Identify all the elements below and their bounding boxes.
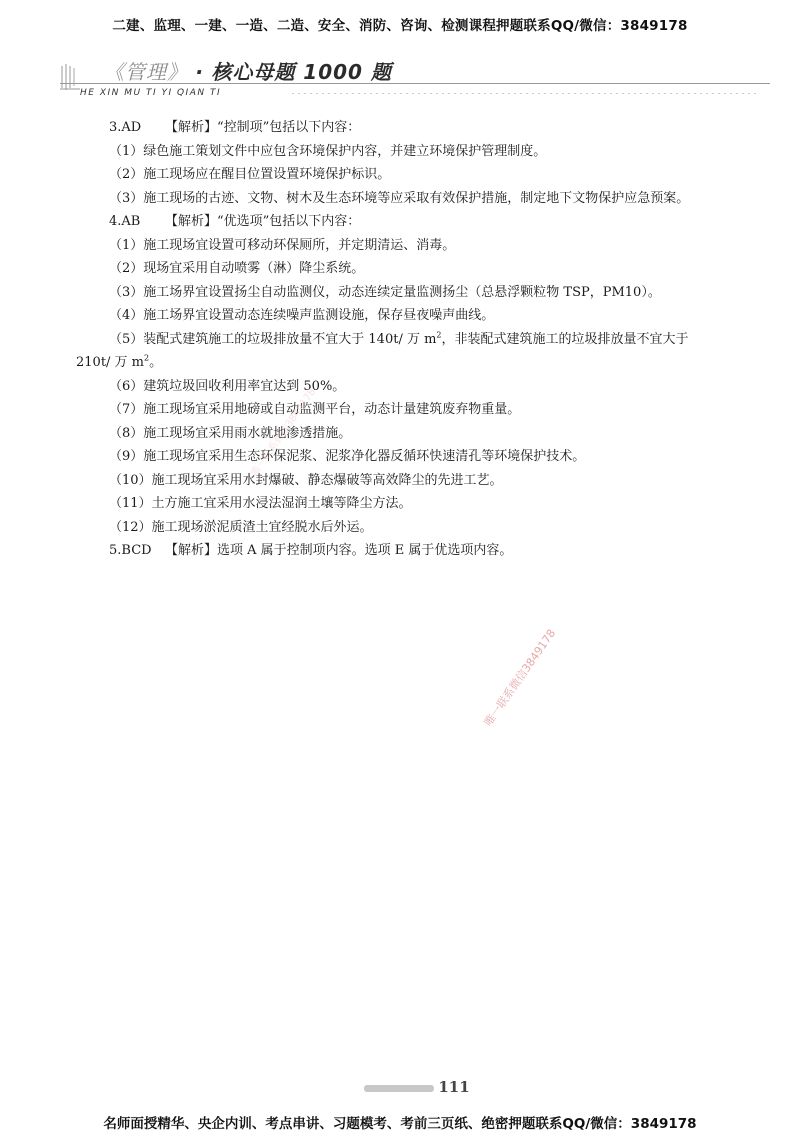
list-item: （11）土方施工宜采用水浸法湿润土壤等降尘方法。 — [109, 496, 412, 511]
book-title-main: 核心母题 1000 题 — [211, 60, 392, 84]
list-item: （8）施工现场宜采用雨水就地渗透措施。 — [109, 425, 352, 441]
list-item-part: 。 — [149, 355, 163, 370]
top-contact-banner: 二建、监理、一建、一造、二造、安全、消防、咨询、检测课程押题联系QQ/微信：3849178 — [112, 18, 688, 34]
list-item-part: （5）装配式建筑施工的垃圾排放量不宜大于 140t/ 万 m — [109, 331, 437, 347]
answer-label: 4.AB — [109, 214, 141, 229]
answer-content — [76, 116, 776, 563]
list-item: （2）施工现场应在醒目位置设置环境保护标识。 — [109, 167, 391, 182]
answer-intro: 【解析】“控制项”包括以下内容： — [165, 120, 361, 135]
list-item: （3）施工现场的古迹、文物、树木及生态环境等应采取有效保护措施，制定地下文物保护应急预案。 — [109, 190, 690, 206]
list-item: （10）施工现场宜采用水封爆破、静态爆破等高效降尘的先进工艺。 — [109, 472, 503, 488]
bottom-contact-banner: 名师面授精华、央企内训、考点串讲、习题模考、考前三页纸、绝密押题联系QQ/微信：3849178 — [103, 1116, 697, 1132]
book-header — [60, 54, 770, 102]
list-item: （9）施工现场宜采用生态环保泥浆、泥浆净化器反循环快速清孔等环境保护技术。 — [109, 449, 586, 464]
list-item: （3）施工场界宜设置扬尘自动监测仪，动态连续定量监测扬尘（总悬浮颗粒物 TSP，PM10）。 — [109, 284, 661, 300]
list-item: （4）施工场界宜设置动态连续噪声监测设施，保存昼夜噪声曲线。 — [109, 308, 495, 323]
answer-intro: 【解析】选项 A 属于控制项内容。选项 E 属于优选项内容。 — [165, 543, 513, 558]
answer-intro: 【解析】“优选项”包括以下内容： — [165, 214, 361, 229]
list-item: （1）施工现场宜设置可移动环保厕所，并定期清运、消毒。 — [109, 237, 456, 253]
header-rule — [60, 83, 770, 84]
watermark: 唯一联系微信3849178 — [481, 626, 559, 729]
list-item: （12）施工现场淤泥质渣土宜经脱水后外运。 — [109, 519, 373, 535]
list-item: （6）建筑垃圾回收利用率宜达到 50%。 — [109, 378, 346, 394]
answer-label: 3.AD — [109, 120, 142, 135]
watermark-faint: 唯一联系微信3849178 — [249, 386, 319, 479]
book-title-pinyin: HE XIN MU TI YI QIAN TI — [80, 88, 227, 98]
page-number-text: 111 — [438, 1078, 470, 1096]
list-item — [76, 328, 776, 352]
book-title-separator: · — [195, 60, 204, 84]
superscript: 2 — [144, 353, 150, 363]
page-number — [360, 1078, 470, 1096]
list-item-part: ，非装配式建筑施工的垃圾排放量不宜大于 — [441, 331, 689, 347]
header-dotted-line — [290, 92, 760, 95]
list-item: （2）现场宜采用自动喷雾（淋）降尘系统。 — [109, 261, 365, 276]
page-number-decoration — [364, 1085, 434, 1092]
list-item-continuation — [76, 351, 776, 375]
list-item: （1）绿色施工策划文件中应包含环境保护内容，并建立环境保护管理制度。 — [109, 143, 547, 159]
list-item-part: 210t/ 万 m — [76, 355, 145, 370]
answer-label: 5.BCD — [109, 543, 152, 558]
superscript: 2 — [436, 330, 442, 340]
book-title — [104, 56, 392, 85]
answer-heading — [76, 539, 776, 563]
answer-heading — [76, 210, 776, 234]
answer-heading — [76, 116, 776, 140]
list-item: （7）施工现场宜采用地磅或自动监测平台，动态计量建筑废弃物重量。 — [109, 402, 521, 417]
book-title-subject: 《管理》 — [104, 60, 188, 84]
